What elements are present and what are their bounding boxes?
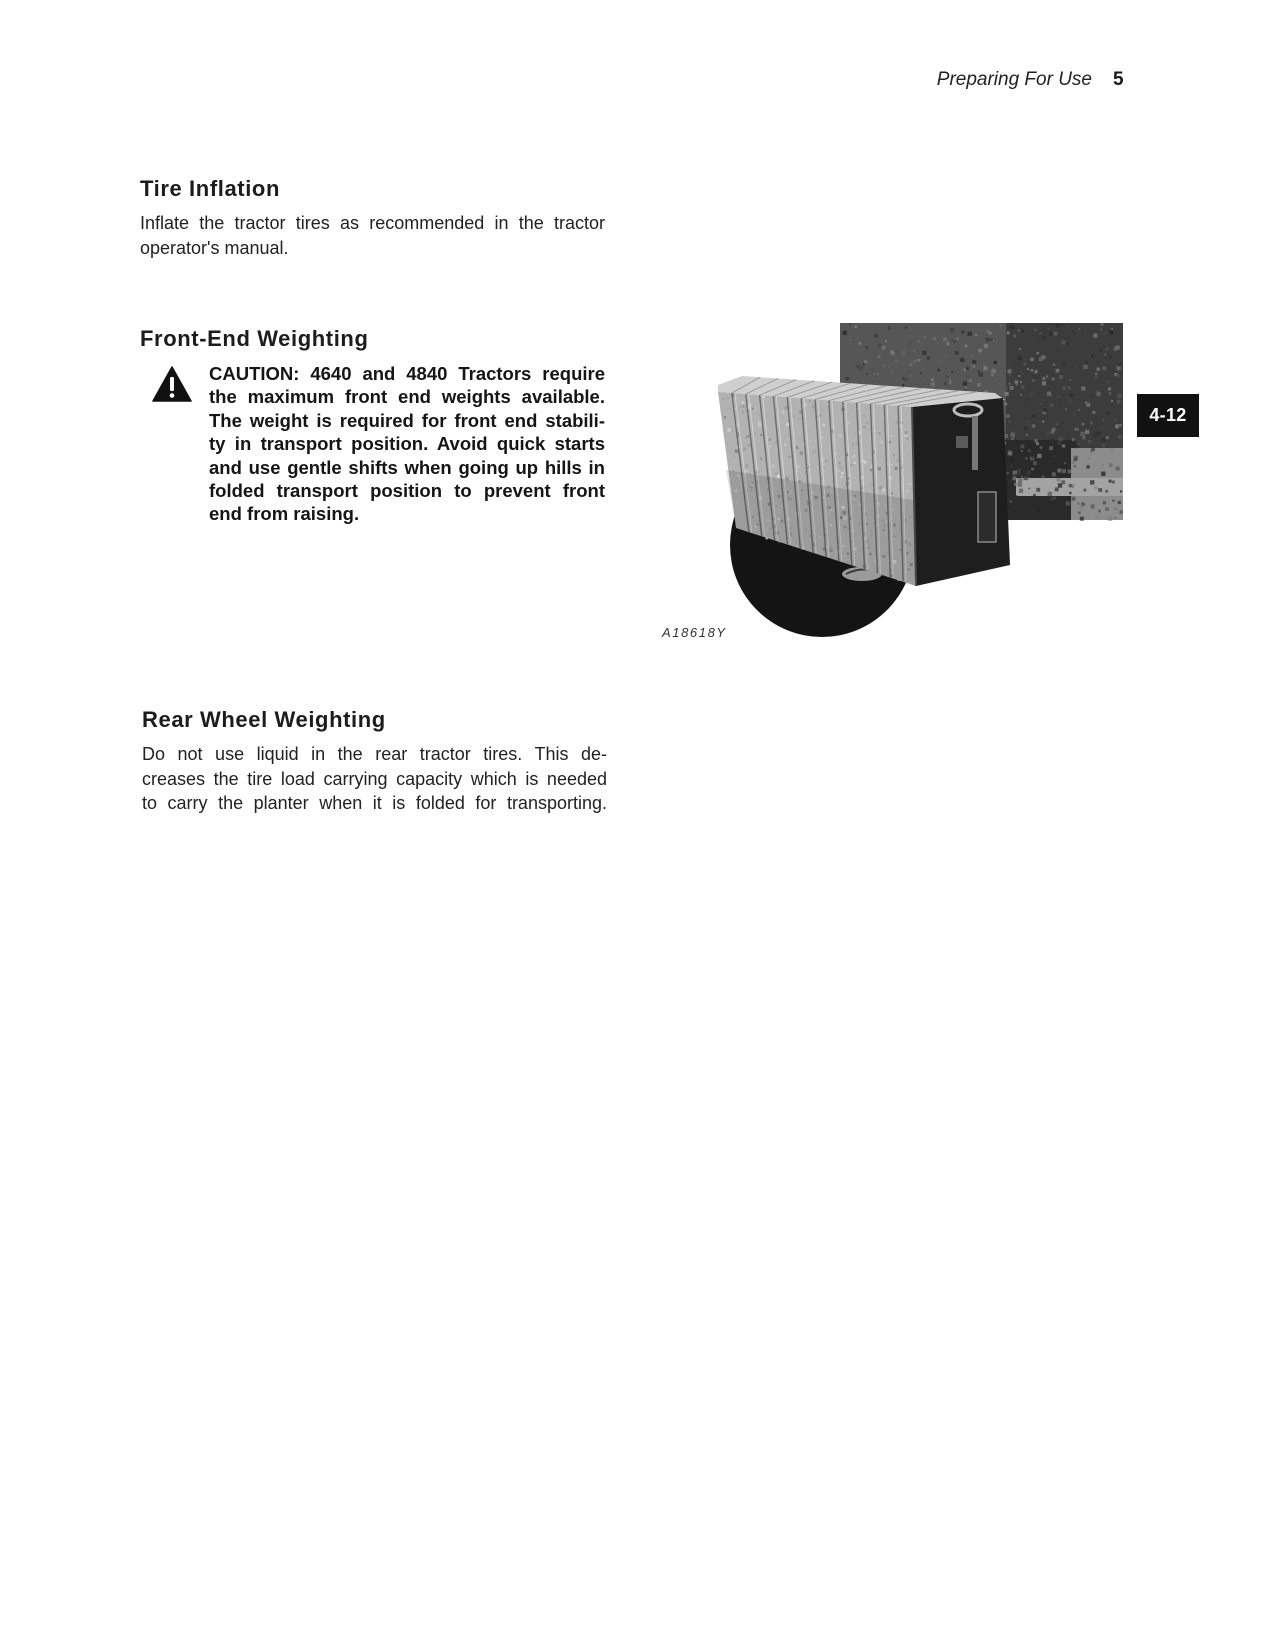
paragraph-line: to carry the planter when it is folded for transporting. (142, 793, 607, 813)
paragraph-line: Inflate the tractor tires as recommended in the tractor (140, 213, 605, 233)
section-thumb-tab-label: 4-12 (1149, 405, 1187, 425)
caution-line: and use gentle shifts when going up hills in (209, 456, 605, 478)
front-end-weights-photo (716, 320, 1126, 640)
caution-line: end from raising. (209, 503, 360, 525)
caution-line: The weight is required for front end stabili- (209, 409, 605, 431)
running-title: Preparing For Use (936, 69, 1092, 90)
caution-line: CAUTION: 4640 and 4840 Tractors require (209, 363, 605, 384)
paragraph-tire-inflation (140, 211, 605, 260)
page-number: 5 (1113, 69, 1124, 90)
caution-line: folded transport position to prevent front (209, 480, 605, 502)
paragraph-rear-wheel-weighting (142, 742, 607, 816)
heading-rear-wheel-weighting: Rear Wheel Weighting (142, 707, 386, 732)
caution-triangle-icon (152, 366, 192, 402)
caution-line: the maximum front end weights available. (209, 386, 605, 408)
figure-caption: A18618Y (662, 625, 727, 640)
heading-front-end-weighting: Front-End Weighting (140, 326, 369, 351)
paragraph-line: operator's manual. (140, 237, 289, 258)
caution-message (209, 362, 605, 526)
paragraph-line: Do not use liquid in the rear tractor tires. This de- (142, 744, 607, 764)
paragraph-line: creases the tire load carrying capacity which is needed (142, 768, 607, 789)
caution-line: ty in transport position. Avoid quick starts (209, 433, 605, 455)
section-thumb-tab (1137, 394, 1199, 437)
heading-tire-inflation: Tire Inflation (140, 176, 281, 201)
